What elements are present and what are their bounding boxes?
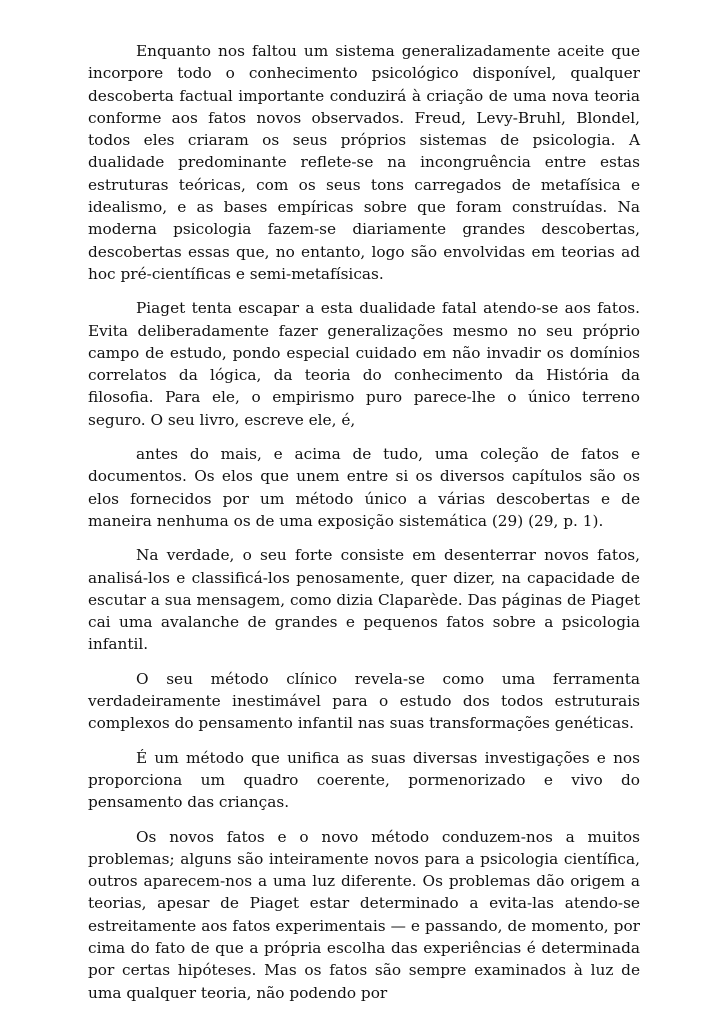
paragraph-3: antes do mais, e acima de tudo, uma coleção de fatos e documentos. Os elos que unem entre si os diversos capítulos são os elos fornecidos por um método único a várias descobertas e de maneira nenhuma os de uma exposição sistemática (29) (29, p. 1).: [88, 445, 640, 530]
paragraph-1: Enquanto nos faltou um sistema generalizadamente aceite que incorpore todo o conhecimento psicológico disponível, qualquer descoberta factual importante conduzirá à criação de uma nova teoria conforme aos fatos novos observados. Freud, Levy-Bruhl, Blondel, todos eles criaram os seus próprios sistemas de psicologia. A dualidade predominante reflete-se na incongruência entre estas estruturas teóricas, com os seus tons carregados de metafísica e idealismo, e as bases empíricas sobre que foram construídas. Na moderna psicologia fazem-se diariamente grandes descobertas, descobertas essas que, no entanto, logo são envolvidas em teorias ad hoc pré-científicas e semi-metafísicas.: [88, 42, 640, 283]
document-page: [88, 40, 640, 1016]
paragraph-6: É um método que unifica as suas diversas investigações e nos proporciona um quadro coerente, pormenorizado e vivo do pensamento das crianças.: [88, 748, 640, 812]
paragraph-4: Na verdade, o seu forte consiste em desenterrar novos fatos, analisá-los e classificá-los penosamente, quer dizer, na capacidade de escutar a sua mensagem, como dizia Claparède. Das páginas de Piaget cai uma avalanche de grandes e pequenos fatos sobre a psicologia infantil.: [88, 546, 640, 654]
paragraph-7: Os novos fatos e o novo método conduzem-nos a muitos problemas; alguns são inteiramente novos para a psicologia científica, outros aparecem-nos a uma luz diferente. Os problemas dão origem a teorias, apesar de Piaget estar determinado a evita-las atendo-se estreitamente aos fatos experimentais — e passando, de momento, por cima do fato de que a própria escolha das experiências é determinada por certas hipóteses. Mas os fatos são sempre examinados à luz de uma qualquer teoria, não podendo por: [88, 827, 640, 1002]
paragraph-5: O seu método clínico revela-se como uma ferramenta verdadeiramente inestimável para o estudo dos todos estruturais complexos do pensamento infantil nas suas transformações genéticas.: [88, 669, 640, 733]
paragraph-2: Piaget tenta escapar a esta dualidade fatal atendo-se aos fatos. Evita deliberadamente fazer generalizações mesmo no seu próprio campo de estudo, pondo especial cuidado em não invadir os domínios correlatos da lógica, da teoria do conhecimento da História da filosofia. Para ele, o empirismo puro parece-lhe o único terreno seguro. O seu livro, escreve ele, é,: [88, 299, 640, 429]
